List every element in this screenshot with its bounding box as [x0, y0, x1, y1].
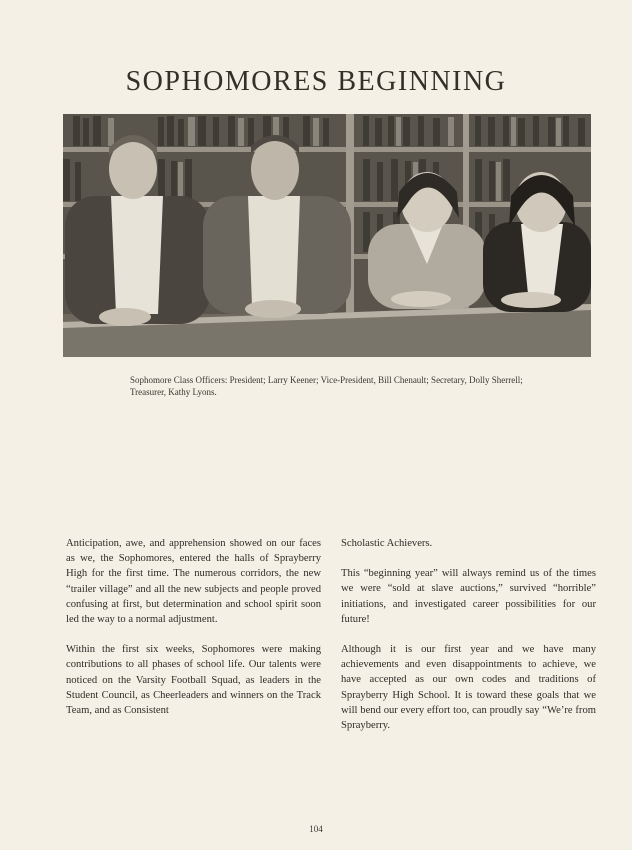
page-number: 104: [309, 824, 323, 834]
page-title: SOPHOMORES BEGINNING: [125, 66, 507, 97]
paragraph: Although it is our first year and we have many achievements and even disappointments to achieve, we have accepted as our own codes and traditions of Sprayberry High School. It is toward these goals that we will bend our every effort too, can proudly say “We’re from Sprayberry.: [341, 644, 596, 732]
paragraph: Within the first six weeks, Sophomores were making contributions to all phases of school life. Our talents were noticed on the Varsity Football Squad, as leaders in the Student Council, as Cheerleaders and winners on the Track Team, and as Consistent: [66, 644, 321, 717]
class-officers-photo: [63, 114, 591, 357]
left-column-text: [66, 536, 321, 733]
right-column-text: [341, 536, 596, 748]
paragraph: This “beginning year” will always remind us of the times we were “sold at slave auctions,” survived “horrible” initiations, and investigated career possibilities for our future!: [341, 568, 596, 625]
paragraph: Scholastic Achievers.: [341, 538, 433, 549]
photo-caption: Sophomore Class Officers: President; Larry Keener; Vice-President, Bill Chenault; Secretary, Dolly Sherrell; Treasurer, Kathy Lyons.: [130, 375, 523, 397]
paragraph: Anticipation, awe, and apprehension showed on our faces as we, the Sophomores, entered the halls of Sprayberry High for the first time. The numerous corridors, the new “trailer village” and all the new subjects and people proved confusing at first, but determination and school spirit soon led the way to a normal adjustment.: [66, 538, 321, 626]
